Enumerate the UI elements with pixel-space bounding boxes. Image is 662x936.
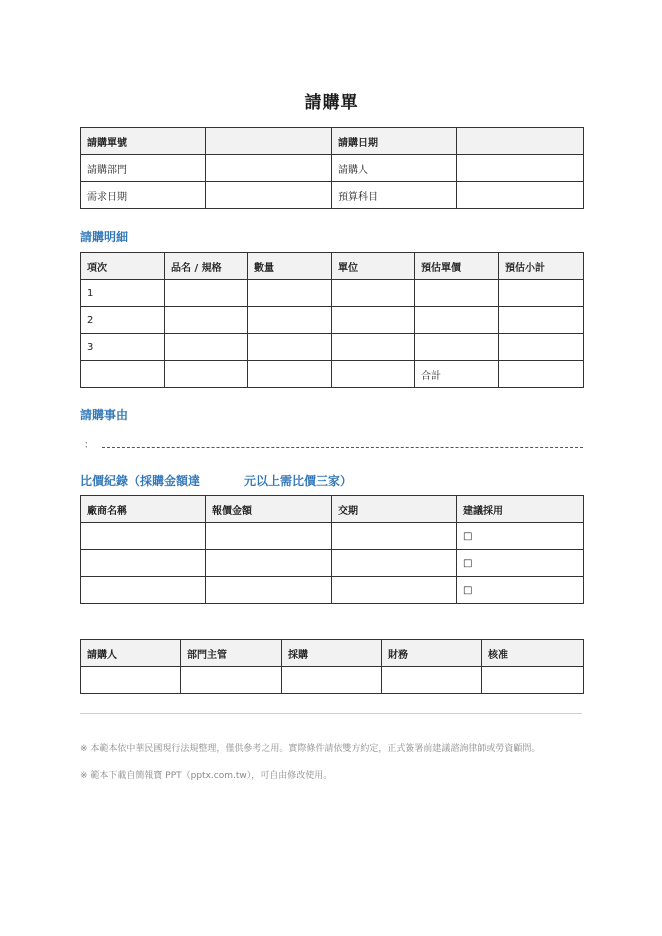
signature-cell[interactable] <box>482 667 584 694</box>
col-header-finance: 財務 <box>382 640 482 667</box>
basic-info-table <box>80 127 584 209</box>
row-index: 2 <box>81 307 165 334</box>
cell[interactable] <box>415 307 499 334</box>
col-header-procurement: 採購 <box>282 640 382 667</box>
signature-cell[interactable] <box>81 667 181 694</box>
budget-item-field[interactable] <box>457 182 584 209</box>
request-date-label: 請購日期 <box>332 128 457 155</box>
cell[interactable] <box>206 577 332 604</box>
reason-section-title: 請購事由 <box>80 408 129 422</box>
cell[interactable] <box>499 280 584 307</box>
cell[interactable] <box>415 280 499 307</box>
col-header-unit-price: 預估單價 <box>415 253 499 280</box>
cell[interactable] <box>332 280 415 307</box>
col-header-subtotal: 預估小計 <box>499 253 584 280</box>
cell[interactable] <box>165 280 248 307</box>
vendor-table <box>80 495 584 604</box>
cell[interactable] <box>165 334 248 361</box>
signature-cell[interactable] <box>181 667 282 694</box>
row-index: 3 <box>81 334 165 361</box>
row-index: 1 <box>81 280 165 307</box>
signature-table <box>80 639 584 694</box>
department-label: 請購部門 <box>81 155 206 182</box>
cell <box>332 361 415 388</box>
cell[interactable] <box>248 280 332 307</box>
cell[interactable] <box>415 334 499 361</box>
col-header-vendor: 廠商名稱 <box>81 496 206 523</box>
vendor-title-before: 比價紀錄（採購金額達 <box>80 474 201 488</box>
col-header-quantity: 數量 <box>248 253 332 280</box>
signature-cell[interactable] <box>382 667 482 694</box>
cell[interactable] <box>248 334 332 361</box>
legal-note: ※ 本範本依中華民國現行法規整理，僅供參考之用。實際條件請依雙方約定，正式簽署前建議諮詢律師或勞資顧問。 <box>80 744 541 754</box>
table-row <box>81 523 584 550</box>
cell[interactable] <box>499 334 584 361</box>
cell[interactable] <box>332 307 415 334</box>
cell[interactable] <box>248 307 332 334</box>
cell[interactable] <box>206 523 332 550</box>
table-header-row <box>81 253 584 280</box>
table-row <box>81 550 584 577</box>
cell[interactable] <box>332 550 457 577</box>
cell <box>165 361 248 388</box>
table-header-row <box>81 496 584 523</box>
table-row <box>81 334 584 361</box>
col-header-delivery: 交期 <box>332 496 457 523</box>
vendor-section-title <box>80 472 352 489</box>
source-note: ※ 範本下載自簡報寶 PPT（pptx.com.tw），可自由修改使用。 <box>80 771 333 781</box>
table-row <box>81 182 584 209</box>
total-field[interactable] <box>499 361 584 388</box>
recommend-checkbox[interactable]: □ <box>457 523 584 550</box>
request-date-field[interactable] <box>457 128 584 155</box>
col-header-unit: 單位 <box>332 253 415 280</box>
cell <box>248 361 332 388</box>
total-label: 合計 <box>415 361 499 388</box>
need-date-label: 需求日期 <box>81 182 206 209</box>
divider <box>80 713 582 714</box>
budget-item-label: 預算科目 <box>332 182 457 209</box>
cell[interactable] <box>499 307 584 334</box>
reason-dashed-line <box>102 439 583 448</box>
reason-line[interactable] <box>84 436 583 451</box>
reason-prefix: ： <box>84 440 94 451</box>
department-field[interactable] <box>206 155 332 182</box>
table-row <box>81 280 584 307</box>
recommend-checkbox[interactable]: □ <box>457 577 584 604</box>
signature-cell[interactable] <box>282 667 382 694</box>
col-header-requester: 請購人 <box>81 640 181 667</box>
cell <box>81 361 165 388</box>
col-header-approval: 核准 <box>482 640 584 667</box>
request-number-field[interactable] <box>206 128 332 155</box>
request-number-label: 請購單號 <box>81 128 206 155</box>
col-header-recommend: 建議採用 <box>457 496 584 523</box>
table-row <box>81 577 584 604</box>
cell[interactable] <box>81 577 206 604</box>
cell[interactable] <box>165 307 248 334</box>
cell[interactable] <box>332 523 457 550</box>
table-row <box>81 128 584 155</box>
items-section-title: 請購明細 <box>80 230 129 244</box>
vendor-title-after: 元以上需比價三家） <box>244 474 353 488</box>
table-row <box>81 667 584 694</box>
table-row <box>81 307 584 334</box>
col-header-dept-manager: 部門主管 <box>181 640 282 667</box>
cell[interactable] <box>332 577 457 604</box>
table-row <box>81 155 584 182</box>
need-date-field[interactable] <box>206 182 332 209</box>
requester-field[interactable] <box>457 155 584 182</box>
col-header-index: 項次 <box>81 253 165 280</box>
col-header-quote: 報價金額 <box>206 496 332 523</box>
requester-label: 請購人 <box>332 155 457 182</box>
cell[interactable] <box>81 523 206 550</box>
table-header-row <box>81 640 584 667</box>
recommend-checkbox[interactable]: □ <box>457 550 584 577</box>
col-header-name-spec: 品名 / 規格 <box>165 253 248 280</box>
cell[interactable] <box>81 550 206 577</box>
cell[interactable] <box>332 334 415 361</box>
cell[interactable] <box>206 550 332 577</box>
page-title: 請購單 <box>304 93 359 113</box>
items-table <box>80 252 584 388</box>
table-row <box>81 361 584 388</box>
